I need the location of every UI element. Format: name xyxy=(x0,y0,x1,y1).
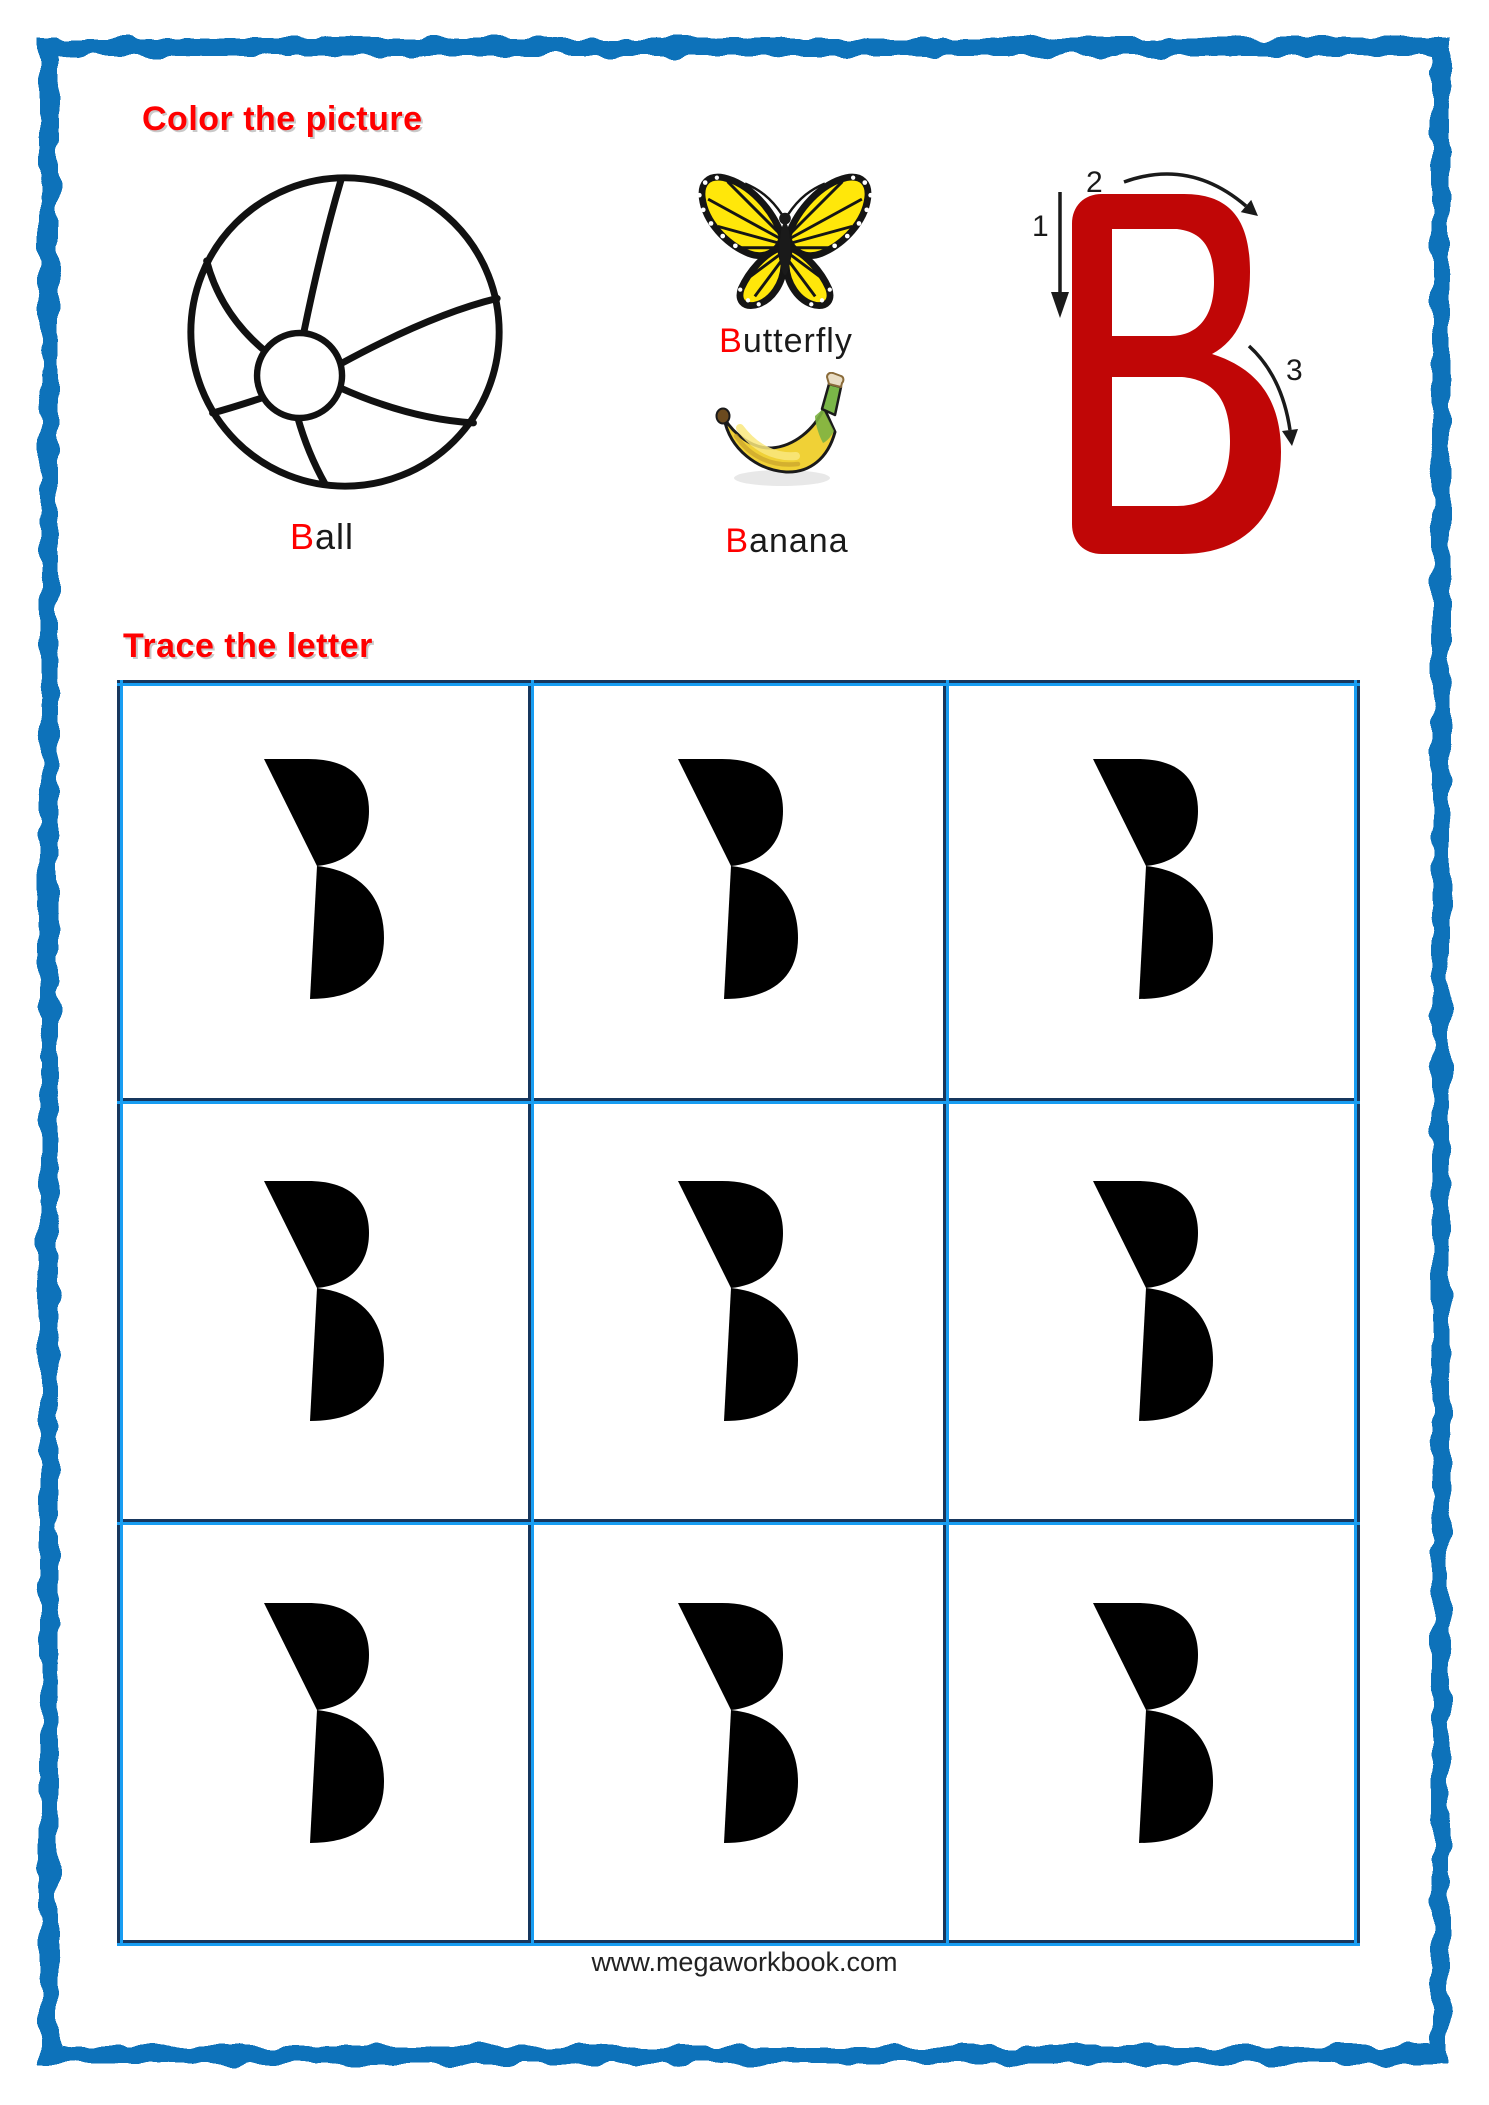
trace-letter-b-dashed xyxy=(1087,1176,1219,1426)
stroke2-arrow xyxy=(1124,174,1246,206)
banana-label-rest: anana xyxy=(749,522,849,560)
trace-letter-b-dashed xyxy=(1087,754,1219,1004)
ball-label-first-letter: B xyxy=(289,516,315,557)
banana-image xyxy=(710,372,862,494)
ball-center-circle xyxy=(257,333,342,418)
banana-label-first-letter: B xyxy=(725,522,750,560)
trace-letter-b-dashed xyxy=(258,1598,390,1848)
heading-trace-the-letter: Trace the letter xyxy=(123,627,373,665)
ball-label xyxy=(222,516,422,558)
banana-stem-tip xyxy=(827,373,843,387)
trace-letter-b-dashed xyxy=(258,754,390,1004)
trace-cell xyxy=(531,680,945,1102)
butterfly-right-wings xyxy=(786,176,873,307)
trace-cell xyxy=(946,1102,1360,1524)
butterfly-left-wings xyxy=(697,176,784,307)
butterfly-label xyxy=(686,322,886,361)
heading-color-the-picture: Color the picture xyxy=(142,100,423,138)
stroke-number-3: 3 xyxy=(1286,354,1303,387)
trace-letter-grid xyxy=(117,680,1360,1946)
stroke-number-2: 2 xyxy=(1086,166,1103,199)
ball-image xyxy=(177,164,513,500)
butterfly-label-first-letter: B xyxy=(719,322,743,360)
trace-cell xyxy=(946,1524,1360,1946)
trace-letter-b-dashed xyxy=(672,1598,804,1848)
trace-letter-b-dashed xyxy=(672,754,804,1004)
trace-cell xyxy=(117,1102,531,1524)
ball-label-rest: all xyxy=(314,516,355,557)
banana-end-nub xyxy=(717,409,730,424)
trace-cell xyxy=(117,1524,531,1946)
ball-outline xyxy=(191,178,499,486)
trace-cell xyxy=(946,680,1360,1102)
banana-label xyxy=(687,522,887,561)
stroke-number-1: 1 xyxy=(1032,210,1049,243)
butterfly-label-rest: utterfly xyxy=(742,322,853,360)
stroke3-arrow xyxy=(1249,346,1290,430)
trace-cell xyxy=(531,1102,945,1524)
trace-letter-b-dashed xyxy=(672,1176,804,1426)
trace-letter-b-dashed xyxy=(258,1176,390,1426)
butterfly-image xyxy=(692,166,878,312)
banana-stem xyxy=(822,384,841,415)
trace-cell xyxy=(117,680,531,1102)
footer-website: www.megaworkbook.com xyxy=(591,1947,898,1977)
trace-cell xyxy=(531,1524,945,1946)
trace-letter-b-dashed xyxy=(1087,1598,1219,1848)
stroke-order-arrows xyxy=(1020,150,1320,580)
